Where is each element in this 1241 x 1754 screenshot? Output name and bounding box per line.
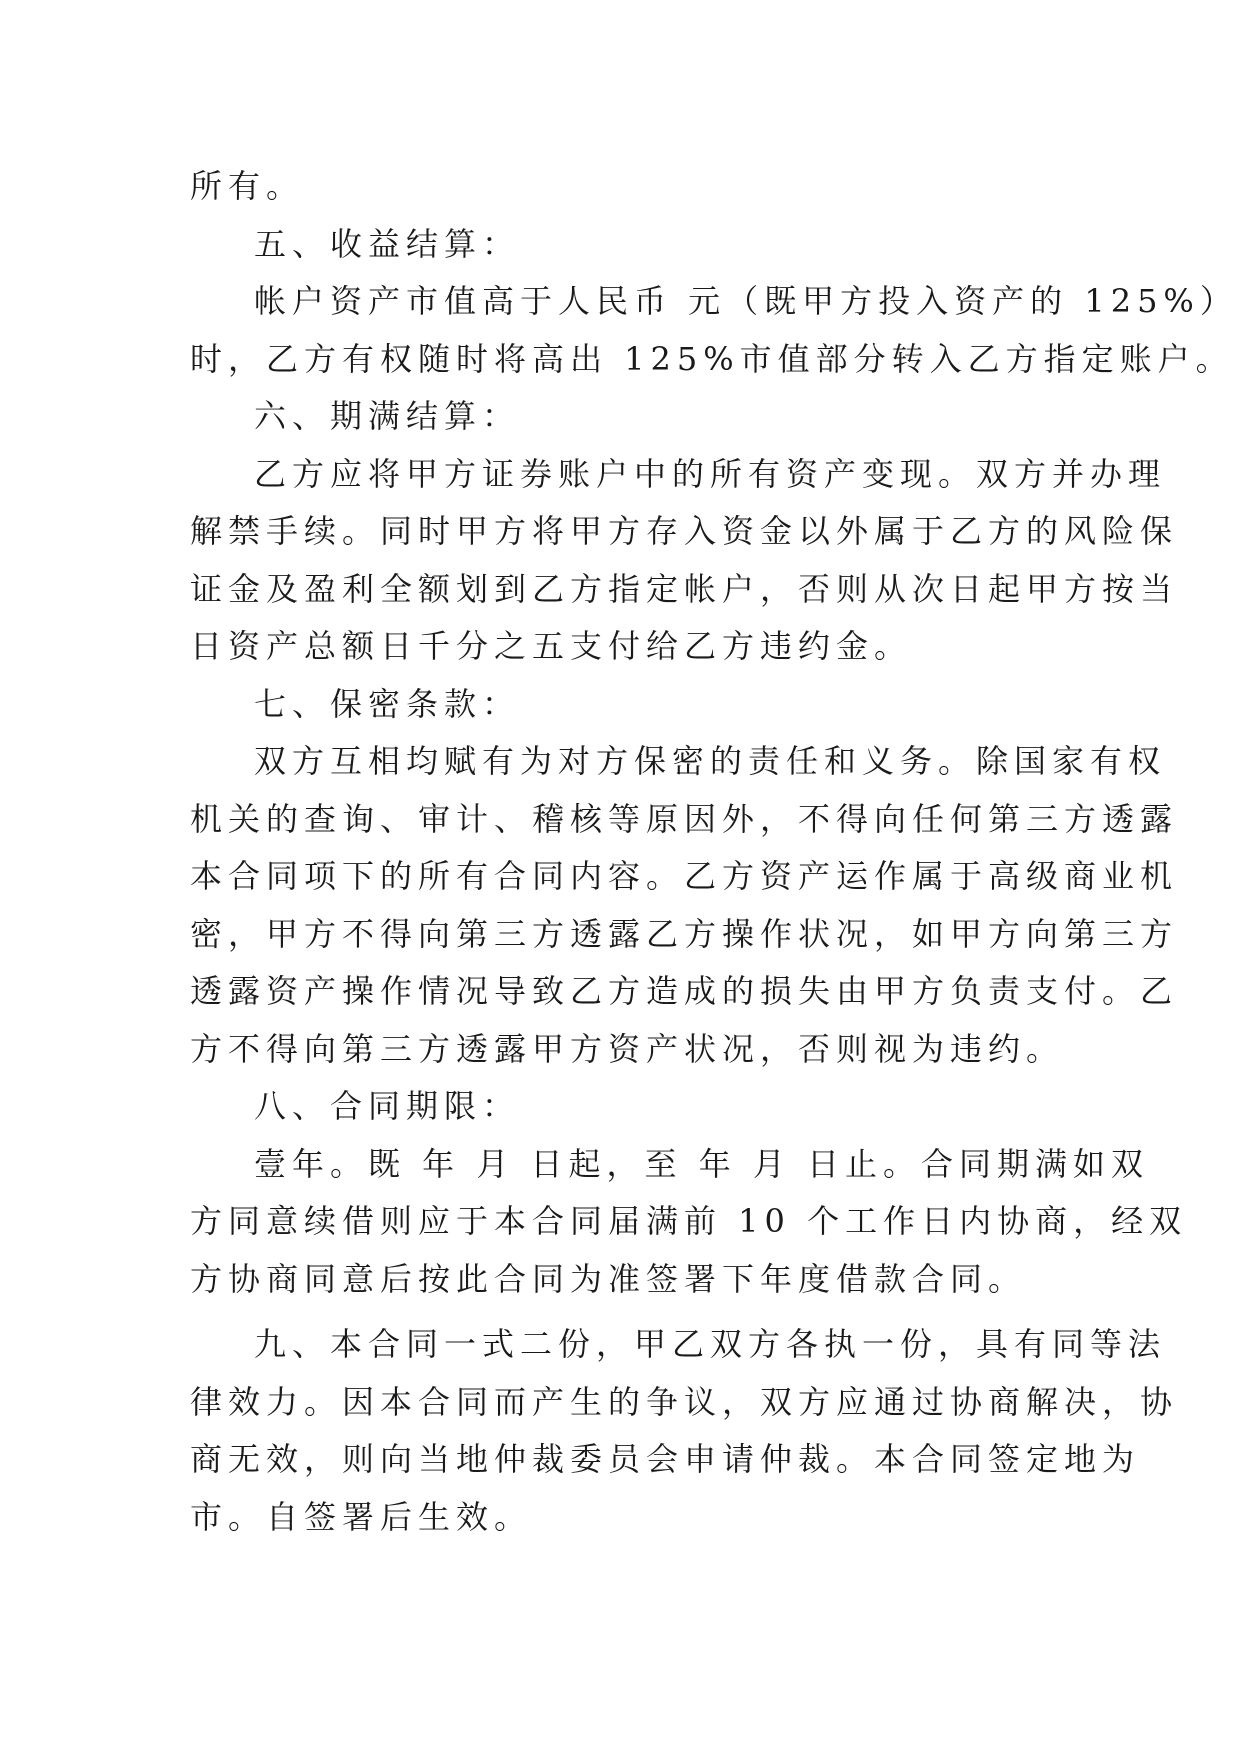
paragraph-line: 机关的查询、审计、稽核等原因外，不得向任何第三方透露	[190, 799, 1179, 838]
section-heading-6: 六、期满结算：	[254, 397, 521, 435]
paragraph-line: 本合同项下的所有合同内容。乙方资产运作属于高级商业机	[190, 857, 1179, 895]
paragraph-line: 壹年。既 年 月 日起，至 年 月 日止。合同期满如双	[254, 1144, 1150, 1183]
paragraph-line: 市。自签署后生效。	[190, 1497, 533, 1536]
paragraph-line: 商无效，则向当地仲裁委员会申请仲裁。本合同签定地为	[190, 1440, 1141, 1478]
section-heading-7: 七、保密条款：	[254, 684, 521, 723]
paragraph-line: 解禁手续。同时甲方将甲方存入资金以外属于乙方的风险保	[190, 512, 1179, 550]
section-heading-8: 八、合同期限：	[254, 1087, 521, 1125]
section-heading-5: 五、收益结算：	[254, 224, 521, 263]
paragraph-line: 方不得向第三方透露甲方资产状况，否则视为违约。	[190, 1029, 1065, 1068]
paragraph-line: 密，甲方不得向第三方透露乙方操作状况，如甲方向第三方	[190, 914, 1179, 953]
paragraph-line: 律效力。因本合同而产生的争议，双方应通过协商解决，协	[190, 1382, 1179, 1421]
document-body	[190, 158, 1238, 1546]
paragraph-line: 帐户资产市值高于人民币 元（既甲方投入资产的 125%）	[254, 282, 1238, 320]
paragraph-line: 方同意续借则应于本合同届满前 10 个工作日内协商，经双	[190, 1202, 1188, 1240]
paragraph-line: 乙方应将甲方证券账户中的所有资产变现。双方并办理	[254, 454, 1167, 493]
paragraph-line: 日资产总额日千分之五支付给乙方违约金。	[190, 627, 913, 665]
paragraph-line: 双方互相均赋有为对方保密的责任和义务。除国家有权	[254, 742, 1167, 780]
paragraph-line: 透露资产操作情况导致乙方造成的损失由甲方负责支付。乙	[190, 972, 1179, 1010]
paragraph-line: 证金及盈利全额划到乙方指定帐户，否则从次日起甲方按当	[190, 569, 1179, 608]
section-heading-9: 九、本合同一式二份，甲乙双方各执一份，具有同等法	[254, 1325, 1167, 1363]
paragraph-line: 方协商同意后按此合同为准签署下年度借款合同。	[190, 1259, 1027, 1298]
paragraph-line: 所有。	[190, 167, 305, 205]
paragraph-line: 时，乙方有权随时将高出 125%市值部分转入乙方指定账户。	[190, 339, 1234, 378]
